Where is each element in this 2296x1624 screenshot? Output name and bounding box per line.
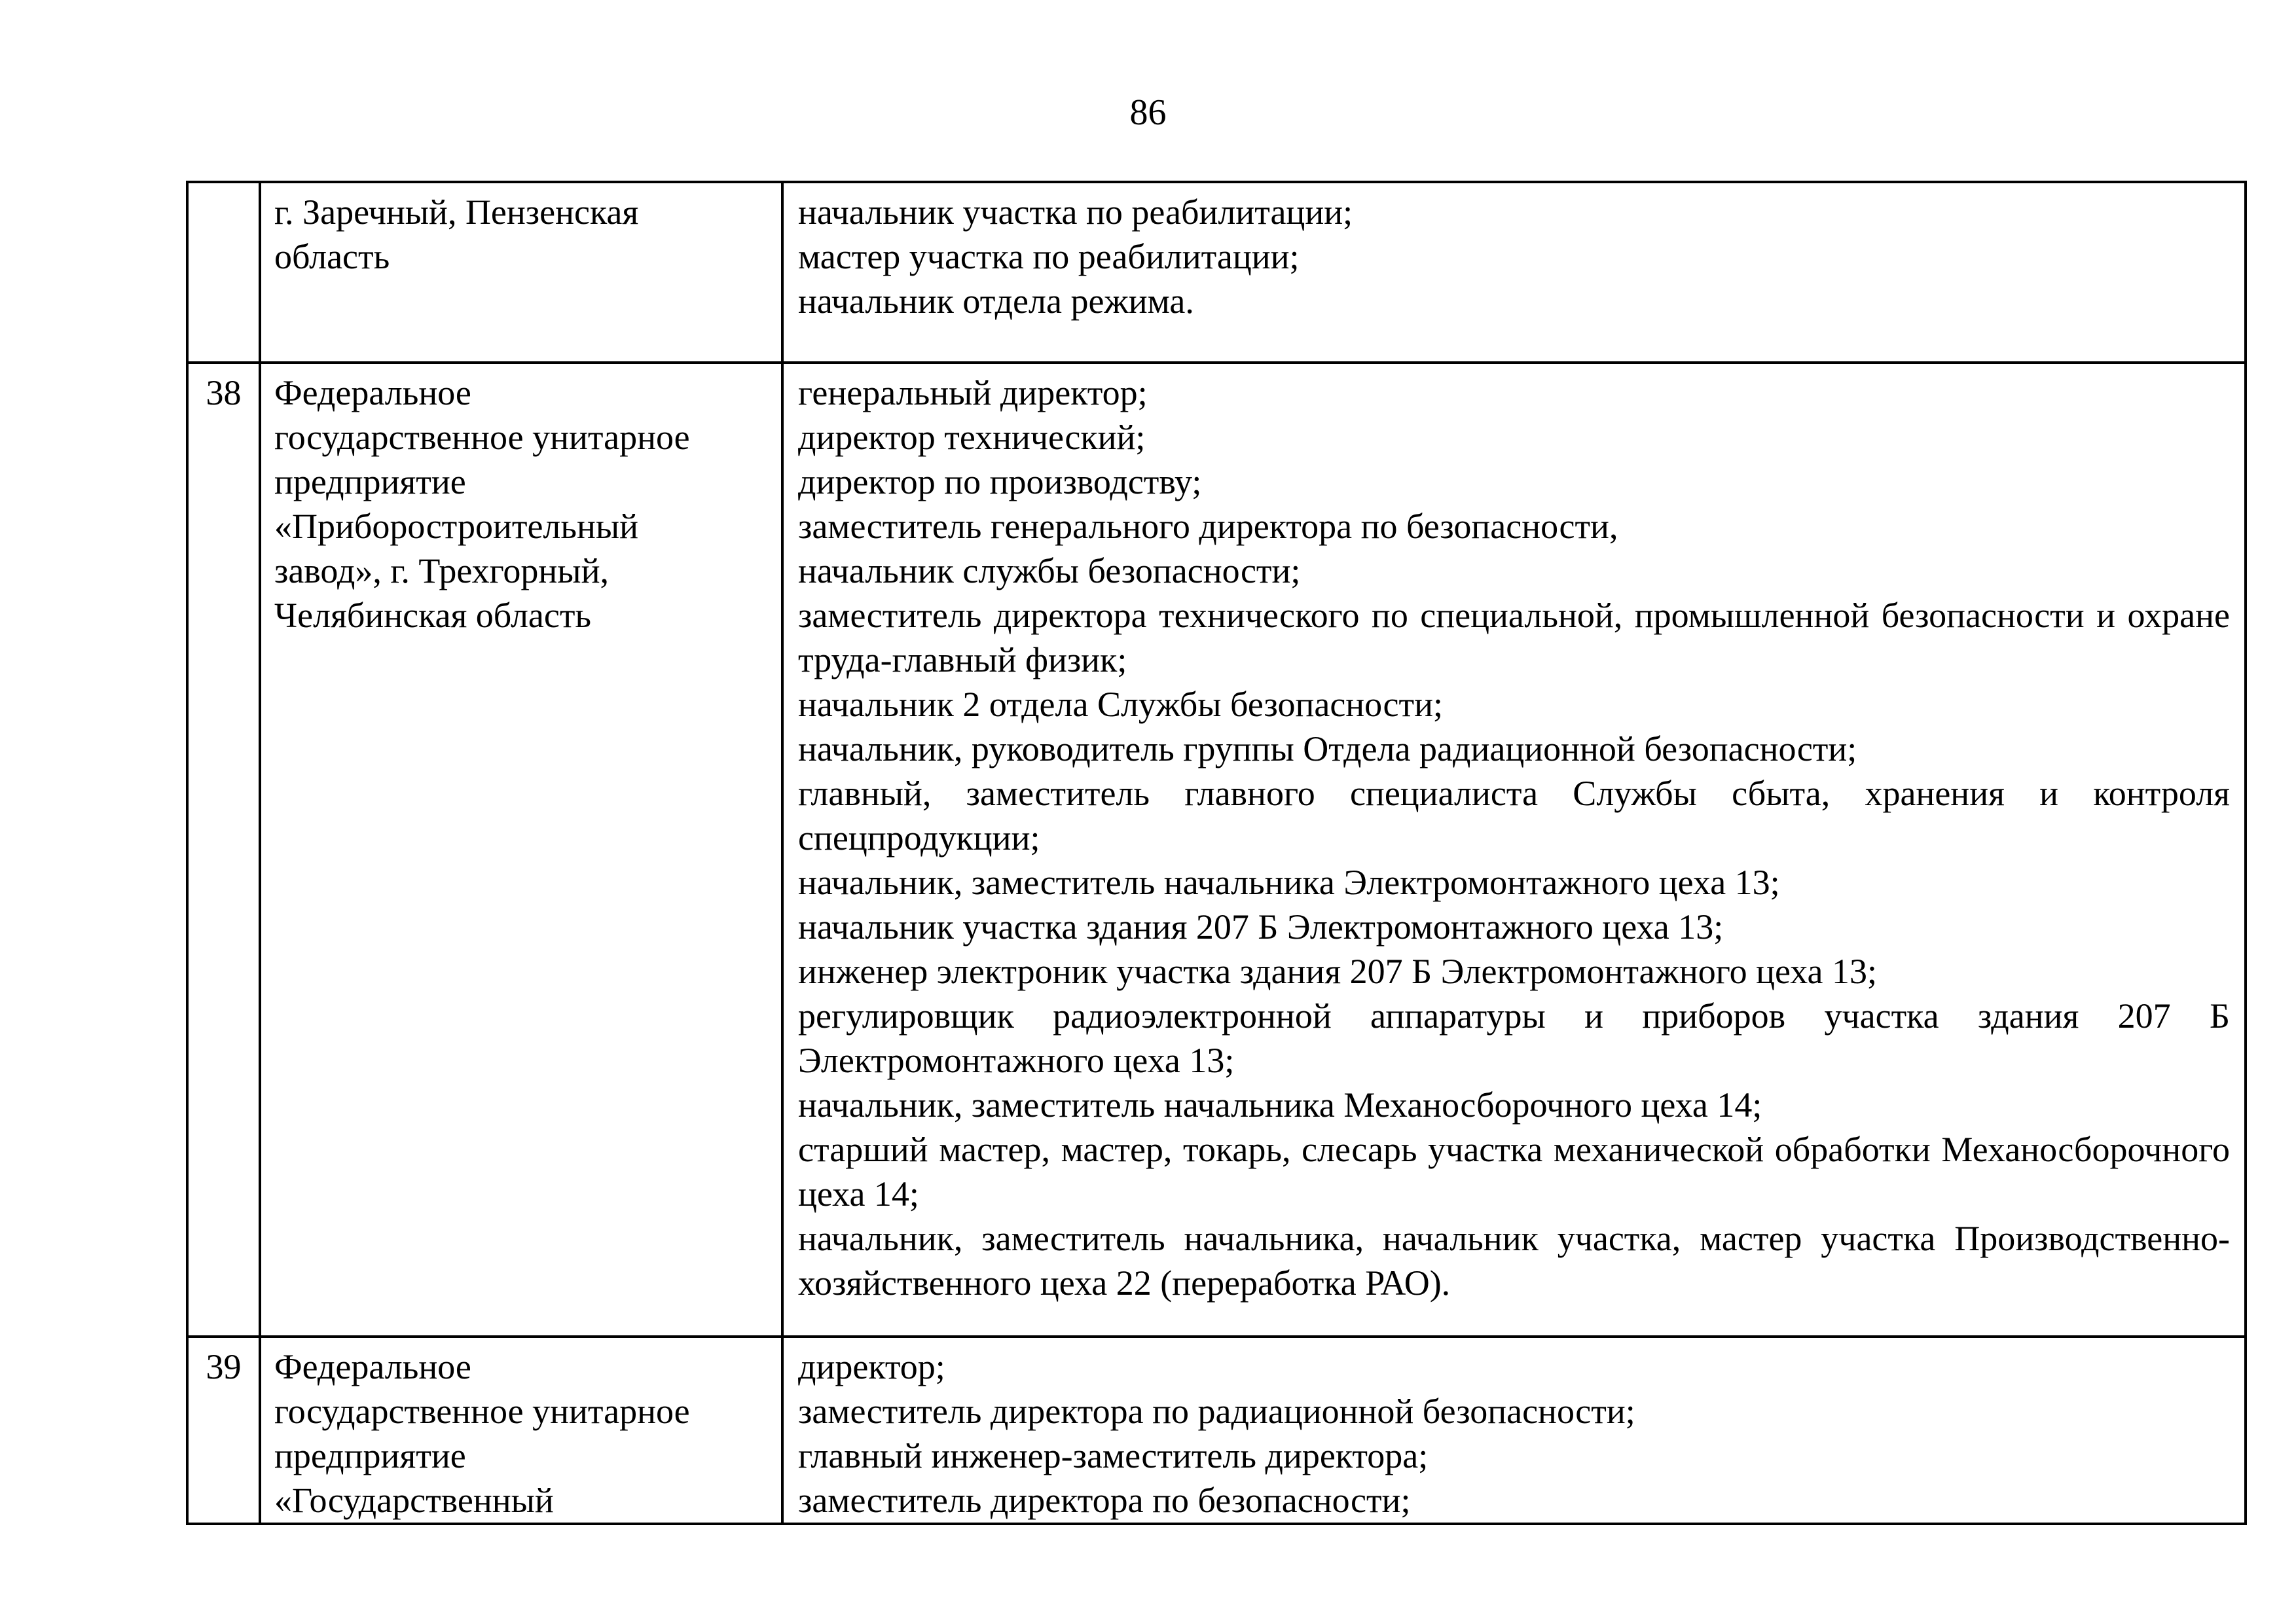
position-item: начальник, заместитель начальника, начальник участка, мастер участка Производственно-хозяйственного цеха 22 (переработка РАО). [798,1219,2230,1303]
position-item: директор по производству; [798,462,1202,501]
row-number-cell: 38 [187,363,260,1337]
position-item: начальник, руководитель группы Отдела радиационной безопасности; [798,729,1857,768]
positions-cell [782,1337,2246,1524]
position-item: начальник участка по реабилитации; [798,192,1353,232]
page-number: 86 [1129,92,1167,133]
position-item: начальник, заместитель начальника Электромонтажного цеха 13; [798,863,1780,902]
row-number-cell [187,182,260,363]
organization-line: г. Заречный, Пензенская [274,192,639,232]
organizations-table [186,181,2247,1525]
position-item: директор технический; [798,418,1146,457]
organization-line: завод», г. Трехгорный, [274,551,609,590]
organization-line: предприятие [274,1436,466,1475]
position-item: инженер электроник участка здания 207 Б Электромонтажного цеха 13; [798,952,1878,991]
organization-cell [260,182,782,363]
organization-line: Федеральное [274,373,471,412]
organization-cell [260,363,782,1337]
organization-cell [260,1337,782,1524]
position-item: заместитель генерального директора по безопасности, [798,507,1618,546]
organization-line: предприятие [274,462,466,501]
position-item: начальник участка здания 207 Б Электромонтажного цеха 13; [798,907,1724,947]
position-item: мастер участка по реабилитации; [798,237,1300,276]
position-item: начальник службы безопасности; [798,551,1301,590]
position-item: заместитель директора по безопасности; [798,1481,1411,1520]
organization-line: «Приборостроительный [274,507,639,546]
position-item: главный, заместитель главного специалиста Службы сбыта, хранения и контроля спецпродукции; [798,774,2230,857]
organization-line: государственное унитарное [274,418,690,457]
organization-line: «Государственный [274,1481,554,1520]
position-item: начальник 2 отдела Службы безопасности; [798,685,1443,724]
table-row [187,1337,2246,1524]
position-item: главный инженер-заместитель директора; [798,1436,1429,1475]
organization-line: Челябинская область [274,596,592,635]
table-row [187,182,2246,363]
position-item: начальник, заместитель начальника Механосборочного цеха 14; [798,1085,1762,1125]
positions-cell [782,363,2246,1337]
position-item: директор; [798,1347,945,1386]
position-item: старший мастер, мастер, токарь, слесарь участка механической обработки Механосборочного цеха 14; [798,1130,2230,1214]
position-item: заместитель директора технического по специальной, промышленной безопасности и охране труда-главный физик; [798,596,2230,679]
organization-line: область [274,237,390,276]
position-item: генеральный директор; [798,373,1148,412]
position-item: начальник отдела режима. [798,281,1194,321]
position-item: регулировщик радиоэлектронной аппаратуры и приборов участка здания 207 Б Электромонтажного цеха 13; [798,996,2230,1080]
row-number-cell: 39 [187,1337,260,1524]
position-item: заместитель директора по радиационной безопасности; [798,1392,1635,1431]
organization-line: государственное унитарное [274,1392,690,1431]
table-row [187,363,2246,1337]
organization-line: Федеральное [274,1347,471,1386]
positions-cell [782,182,2246,363]
